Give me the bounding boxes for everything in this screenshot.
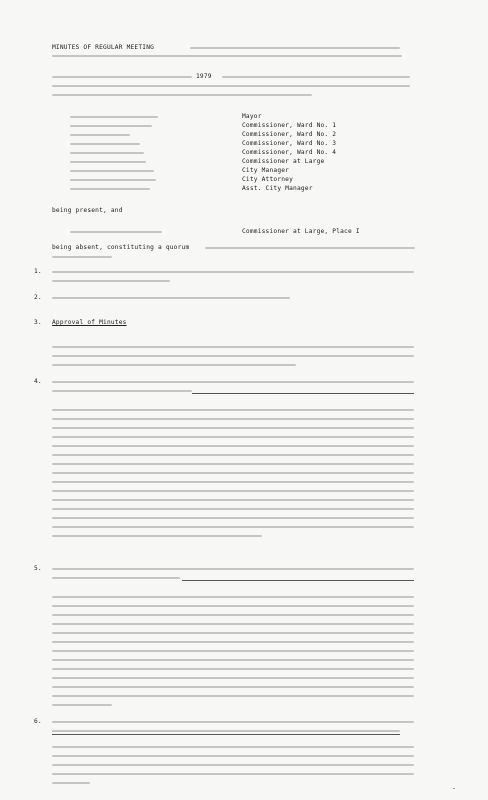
illegible-line (52, 686, 414, 688)
item-number: 6. (34, 718, 42, 725)
illegible-line (52, 364, 296, 366)
member-role: Commissioner, Ward No. 1 (242, 122, 337, 129)
member-name (70, 134, 130, 136)
present-label: being present, and (52, 207, 123, 214)
illegible-line (52, 623, 414, 625)
meeting-year: 1979 (196, 73, 212, 80)
illegible-line (52, 650, 414, 652)
heading-rule (182, 580, 414, 581)
member-name (70, 125, 152, 127)
illegible-line (52, 346, 414, 348)
illegible-line (52, 668, 414, 670)
heading-rule (52, 734, 400, 735)
illegible-line (52, 76, 192, 78)
illegible-line (52, 596, 414, 598)
illegible-line (52, 271, 414, 273)
item-number: 2. (34, 294, 42, 301)
page-mark: - (452, 784, 456, 792)
illegible-line (52, 490, 414, 492)
illegible-line (52, 704, 112, 706)
item-number: 1. (34, 268, 42, 275)
illegible-line (52, 695, 414, 697)
illegible-line (52, 481, 414, 483)
member-name (70, 161, 146, 163)
illegible-line (190, 47, 400, 49)
illegible-line (52, 280, 170, 282)
illegible-line (52, 445, 414, 447)
heading-rule (192, 393, 414, 394)
illegible-line (52, 517, 414, 519)
member-role: Commissioner, Ward No. 4 (242, 149, 337, 156)
illegible-line (52, 508, 414, 510)
illegible-line (52, 605, 414, 607)
illegible-line (52, 746, 414, 748)
illegible-line (52, 256, 112, 258)
illegible-line (52, 94, 312, 96)
illegible-line (52, 764, 414, 766)
illegible-heading (52, 381, 414, 383)
illegible-heading (52, 730, 400, 732)
member-role: Asst. City Manager (242, 185, 313, 192)
illegible-line (52, 632, 414, 634)
member-role: City Attorney (242, 176, 294, 183)
illegible-line (52, 535, 262, 537)
member-role: Commissioner, Ward No. 2 (242, 131, 337, 138)
item-number: 3. (34, 319, 42, 326)
illegible-heading (52, 577, 180, 579)
illegible-line (52, 641, 414, 643)
member-role: Commissioner, Ward No. 3 (242, 140, 337, 147)
member-name (70, 152, 144, 154)
illegible-line (52, 677, 414, 679)
illegible-line (52, 436, 414, 438)
illegible-line (52, 463, 414, 465)
illegible-line (222, 76, 410, 78)
illegible-line (52, 526, 414, 528)
absent-label: being absent, constituting a quorum (52, 244, 190, 251)
illegible-line (52, 409, 414, 411)
member-name (70, 179, 156, 181)
illegible-line (52, 427, 414, 429)
illegible-line (52, 782, 90, 784)
item-heading: Approval of Minutes (52, 319, 127, 326)
document-title: MINUTES OF REGULAR MEETING (52, 44, 155, 51)
absent-member-name (70, 231, 162, 233)
item-number: 4. (34, 378, 42, 385)
member-role: Commissioner at Large (242, 158, 325, 165)
illegible-line (52, 355, 414, 357)
illegible-line (52, 659, 414, 661)
member-role: City Manager (242, 167, 290, 174)
illegible-line (52, 55, 402, 57)
member-name (70, 170, 154, 172)
illegible-line (52, 773, 414, 775)
member-name (70, 116, 158, 118)
illegible-line (52, 472, 414, 474)
illegible-heading (52, 390, 192, 392)
illegible-line (205, 247, 415, 249)
illegible-line (52, 499, 414, 501)
illegible-line (52, 85, 410, 87)
member-role: Mayor (242, 113, 262, 120)
illegible-line (52, 755, 414, 757)
illegible-line (52, 454, 414, 456)
member-name (70, 143, 140, 145)
item-number: 5. (34, 565, 42, 572)
illegible-line (52, 614, 414, 616)
illegible-line (52, 418, 414, 420)
absent-member-role: Commissioner at Large, Place I (242, 228, 360, 235)
member-name (70, 188, 150, 190)
illegible-heading (52, 568, 414, 570)
illegible-heading (52, 721, 414, 723)
illegible-line (52, 297, 290, 299)
